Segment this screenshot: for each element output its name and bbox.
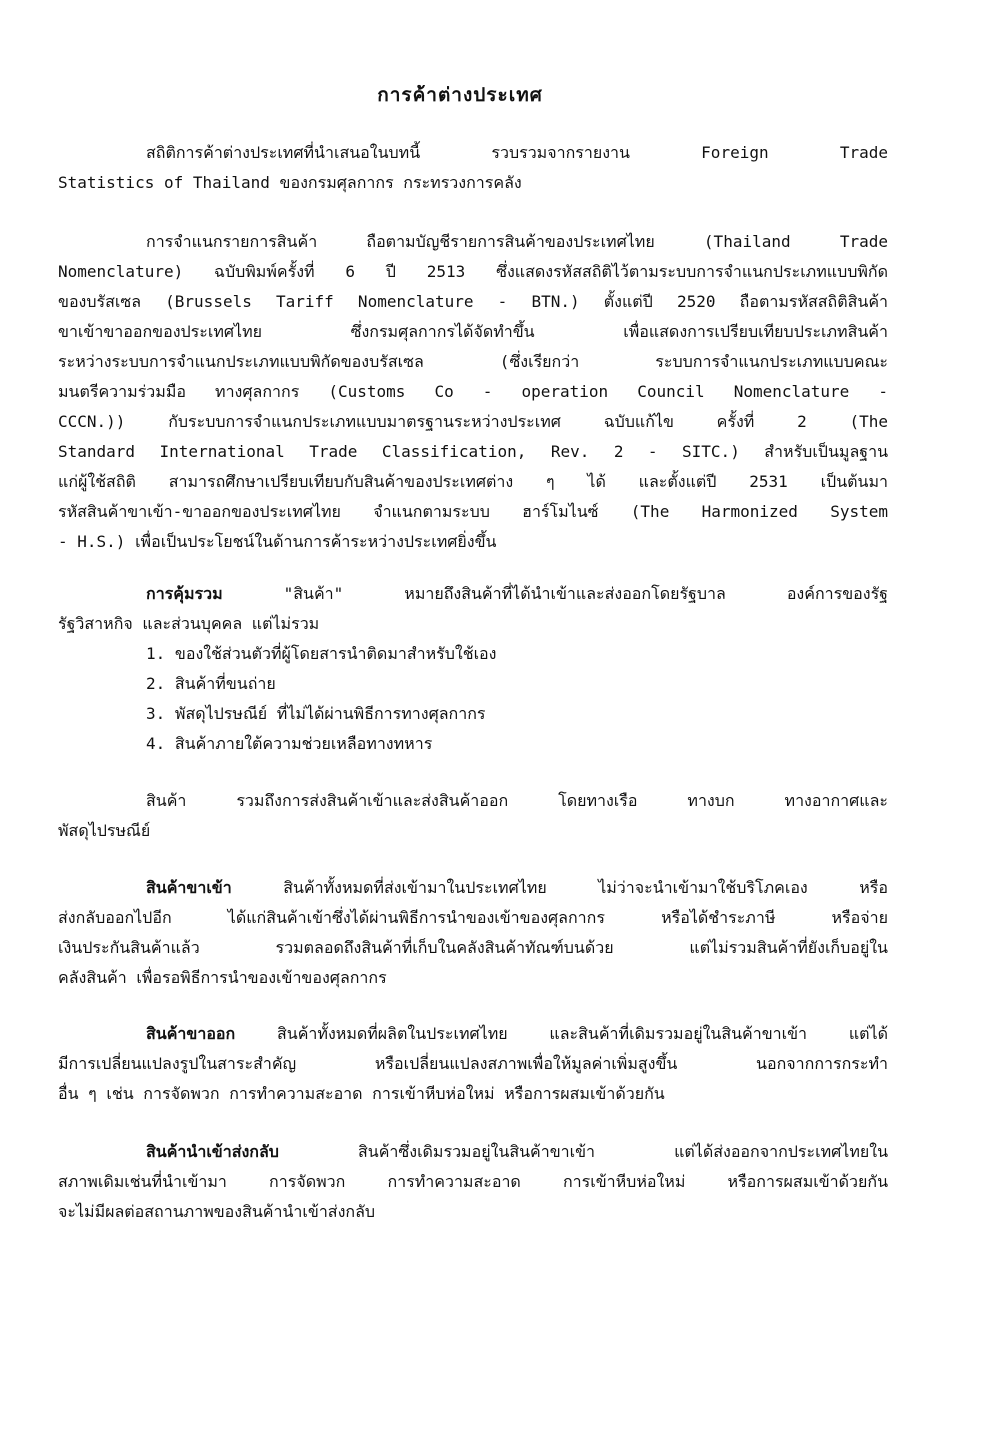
intro-paragraph xyxy=(58,138,888,198)
classification-line: รหัสสินค้าขาเข้า-ขาออกของประเทศไทย จำแนกตามระบบ ฮาร์โมไนซ์ (The Harmonized System xyxy=(58,502,888,521)
reexports-line: สภาพเดิมเช่นที่นำเข้ามา การจัดพวก การทำความสะอาด การเข้าหีบห่อใหม่ หรือการผสมเข้าด้วยกัน xyxy=(58,1172,888,1191)
exports-term: สินค้าขาออก xyxy=(146,1024,236,1043)
classification-paragraph xyxy=(58,227,888,557)
reexports-paragraph xyxy=(58,1137,888,1227)
exports-definition: สินค้าทั้งหมดที่ผลิตในประเทศไทย และสินค้าที่เดิมรวมอยู่ในสินค้าขาเข้า แต่ได้ xyxy=(235,1024,888,1043)
imports-line: เงินประกันสินค้าแล้ว รวมตลอดถึงสินค้าที่เก็บในคลังสินค้าทัณฑ์บนด้วย แต่ไม่รวมสินค้าที่ยังเก็บอยู่ใน xyxy=(58,938,888,957)
coverage-paragraph xyxy=(58,579,888,759)
goods-paragraph xyxy=(58,786,888,846)
goods-line: สินค้า รวมถึงการส่งสินค้าเข้าและส่งสินค้าออก โดยทางเรือ ทางบก ทางอากาศและ xyxy=(146,791,888,810)
intro-line: Statistics of Thailand ของกรมศุลกากร กระทรวงการคลัง xyxy=(58,173,522,192)
coverage-term: การคุ้มรวม xyxy=(146,584,223,603)
reexports-line xyxy=(58,1137,888,1167)
exports-line: มีการเปลี่ยนแปลงรูปในสาระสำคัญ หรือเปลี่ยนแปลงสภาพเพื่อให้มูลค่าเพิ่มสูงขึ้น นอกจากการกระทำ xyxy=(58,1054,888,1073)
classification-line: ของบรัสเซล (Brussels Tariff Nomenclature - BTN.) ตั้งแต่ปี 2520 ถือตามรหัสสถิติสินค้า xyxy=(58,292,888,311)
classification-line: CCCN.)) กับระบบการจำแนกประเภทแบบมาตรฐานระหว่างประเทศ ฉบับแก้ไข ครั้งที่ 2 (The xyxy=(58,412,888,431)
intro-line: สถิติการค้าต่างประเทศที่นำเสนอในบทนี้ รวบรวมจากรายงาน Foreign Trade xyxy=(146,143,888,162)
reexports-line: จะไม่มีผลต่อสถานภาพของสินค้านำเข้าส่งกลับ xyxy=(58,1202,376,1221)
list-item: 1. ของใช้ส่วนตัวที่ผู้โดยสารนำติดมาสำหรับใช้เอง xyxy=(146,644,497,663)
classification-line: - H.S.) เพื่อเป็นประโยชน์ในด้านการค้าระหว่างประเทศยิ่งขึ้น xyxy=(58,532,497,551)
imports-paragraph xyxy=(58,873,888,993)
classification-line: แก่ผู้ใช้สถิติ สามารถศึกษาเปรียบเทียบกับสินค้าของประเทศต่าง ๆ ได้ และตั้งแต่ปี 2531 เป็นต้นมา xyxy=(58,472,888,491)
exports-line: อื่น ๆ เช่น การจัดพวก การทำความสะอาด การเข้าหีบห่อใหม่ หรือการผสมเข้าด้วยกัน xyxy=(58,1084,665,1103)
list-item: 4. สินค้าภายใต้ความช่วยเหลือทางทหาร xyxy=(146,734,433,753)
list-item: 2. สินค้าที่ขนถ่าย xyxy=(146,674,276,693)
imports-line: คลังสินค้า เพื่อรอพิธีการนำของเข้าของศุลกากร xyxy=(58,968,387,987)
classification-line: Nomenclature) ฉบับพิมพ์ครั้งที่ 6 ปี 2513 ซึ่งแสดงรหัสสถิติไว้ตามระบบการจำแนกประเภทแบบพิกัด xyxy=(58,262,888,281)
exports-line xyxy=(58,1019,888,1049)
coverage-line: รัฐวิสาหกิจ และส่วนบุคคล แต่ไม่รวม xyxy=(58,614,320,633)
reexports-term: สินค้านำเข้าส่งกลับ xyxy=(146,1142,279,1161)
imports-definition: สินค้าทั้งหมดที่ส่งเข้ามาในประเทศไทย ไม่ว่าจะนำเข้ามาใช้บริโภคเอง หรือ xyxy=(231,878,888,897)
page-title: การค้าต่างประเทศ xyxy=(377,84,543,106)
imports-line: ส่งกลับออกไปอีก ได้แก่สินค้าเข้าซึ่งได้ผ่านพิธีการนำของเข้าของศุลกากร หรือได้ชำระภาษี หรือจ่าย xyxy=(58,908,888,927)
exports-paragraph xyxy=(58,1019,888,1109)
classification-line: ระหว่างระบบการจำแนกประเภทแบบพิกัดของบรัสเซล (ซึ่งเรียกว่า ระบบการจำแนกประเภทแบบคณะ xyxy=(58,352,888,371)
classification-line: ขาเข้าขาออกของประเทศไทย ซึ่งกรมศุลกากรได้จัดทำขึ้น เพื่อแสดงการเปรียบเทียบประเภทสินค้า xyxy=(58,322,888,341)
classification-line: การจำแนกรายการสินค้า ถือตามบัญชีรายการสินค้าของประเทศไทย (Thailand Trade xyxy=(146,232,888,251)
imports-term: สินค้าขาเข้า xyxy=(146,878,232,897)
coverage-definition: "สินค้า" หมายถึงสินค้าที่ได้นำเข้าและส่งออกโดยรัฐบาล องค์การของรัฐ xyxy=(222,584,888,603)
list-item: 3. พัสดุไปรษณีย์ ที่ไม่ได้ผ่านพิธีการทางศุลกากร xyxy=(146,704,486,723)
goods-line: พัสดุไปรษณีย์ xyxy=(58,821,151,840)
classification-line: Standard International Trade Classification, Rev. 2 - SITC.) สำหรับเป็นมูลฐาน xyxy=(58,442,888,461)
imports-line xyxy=(58,873,888,903)
reexports-definition: สินค้าซึ่งเดิมรวมอยู่ในสินค้าขาเข้า แต่ได้ส่งออกจากประเทศไทยใน xyxy=(278,1142,888,1161)
classification-line: มนตรีความร่วมมือ ทางศุลกากร (Customs Co - operation Council Nomenclature - xyxy=(58,382,888,401)
coverage-line xyxy=(58,579,888,609)
